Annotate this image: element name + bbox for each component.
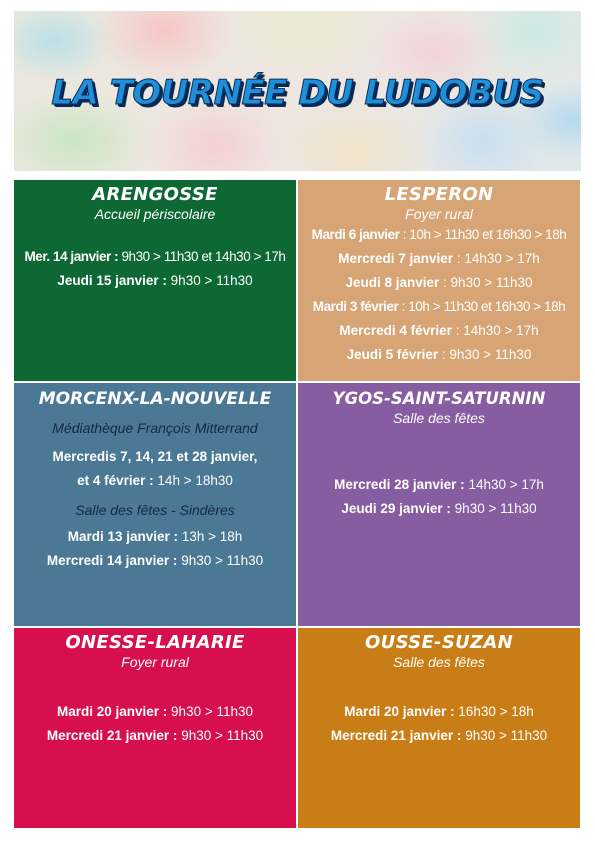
schedule-day: Jeudi 15 janvier : <box>57 273 167 288</box>
schedule-line <box>298 473 580 497</box>
schedule-hours: : 9h30 > 11h30 <box>443 275 533 290</box>
schedule-line <box>14 700 296 724</box>
schedule-line <box>298 271 580 295</box>
town-name: MORCENX-LA-NOUVELLE <box>38 389 272 409</box>
schedule-hours: 9h30 > 11h30 <box>181 553 264 568</box>
venue-name: Accueil périscolaire <box>94 206 216 222</box>
schedule-hours: 14h > 18h30 <box>157 473 233 488</box>
schedule-hours: : 14h30 > 17h <box>456 251 540 266</box>
schedule-day: Mercredi 21 janvier : <box>330 728 462 743</box>
schedule-hours: 13h > 18h <box>181 529 243 544</box>
schedule-line <box>298 497 580 521</box>
schedule-day: Mercredi 4 février <box>339 323 452 338</box>
schedule-day: Mardi 20 janvier : <box>344 704 455 719</box>
schedule-line <box>14 469 296 493</box>
town-name: OUSSE-SUZAN <box>365 632 513 653</box>
schedule-hours: 9h30 > 11h30 et 14h30 > 17h <box>121 249 286 264</box>
town-name: LESPERON <box>384 184 494 205</box>
panel-ygos-saint-saturnin <box>298 383 580 626</box>
venue-name: Salle des fêtes - Sindères <box>75 502 235 518</box>
schedule-day: et 4 février : <box>77 473 154 488</box>
schedule-line <box>298 247 580 271</box>
schedule-line <box>14 724 296 748</box>
panel-arengosse <box>14 180 296 381</box>
panel-lesperon <box>298 180 580 381</box>
schedule-day: Mercredi 28 janvier : <box>334 477 465 492</box>
schedule-day: Mardi 3 février <box>312 299 399 314</box>
schedule-day: Mercredi 21 janvier : <box>46 728 178 743</box>
schedule-line <box>298 319 580 343</box>
schedule-day: Jeudi 8 janvier <box>345 275 440 290</box>
schedule-line <box>298 343 580 367</box>
town-name: YGOS-SAINT-SATURNIN <box>332 389 546 408</box>
schedule-hours: : 14h30 > 17h <box>455 323 539 338</box>
venue-name: Foyer rural <box>405 206 473 222</box>
schedule-day: Mer. 14 janvier : <box>24 249 119 264</box>
panel-onesse-laharie <box>14 628 296 828</box>
venue-name: Médiathèque François Mitterrand <box>52 420 258 436</box>
schedule-line <box>14 549 296 573</box>
schedule-day: Mardi 6 janvier <box>311 227 400 242</box>
town-name: ARENGOSSE <box>92 184 218 205</box>
schedule-day: Mercredi 14 janvier : <box>46 553 178 568</box>
panel-ousse-suzan <box>298 628 580 828</box>
schedule-hours: 9h30 > 11h30 <box>171 704 254 719</box>
venue-name: Foyer rural <box>121 654 189 670</box>
schedule-line <box>14 445 296 469</box>
schedule-hours: 16h30 > 18h <box>458 704 534 719</box>
schedule-line <box>298 700 580 724</box>
page-title: LA TOURNÉE DU LUDOBUS <box>51 73 544 113</box>
town-name: ONESSE-LAHARIE <box>65 632 245 653</box>
schedule-day: Mercredi 7 janvier <box>338 251 454 266</box>
venue-name: Salle des fêtes <box>393 410 485 426</box>
schedule-line <box>298 295 580 319</box>
schedule-hours: 14h30 > 17h <box>468 477 544 492</box>
schedule-hours: : 10h > 11h30 et 16h30 > 18h <box>401 299 566 314</box>
schedule-day: Jeudi 29 janvier : <box>341 501 451 516</box>
schedule-hours: 9h30 > 11h30 <box>465 728 548 743</box>
schedule-hours: : 10h > 11h30 et 16h30 > 18h <box>402 227 567 242</box>
header-banner <box>14 11 581 171</box>
schedule-hours: 9h30 > 11h30 <box>170 273 253 288</box>
schedule-day: Mardi 20 janvier : <box>56 704 168 719</box>
venue-name: Salle des fêtes <box>393 654 485 670</box>
schedule-line <box>298 223 580 247</box>
schedule-line <box>14 245 296 269</box>
schedule-line <box>14 269 296 293</box>
panel-morcenx-la-nouvelle <box>14 383 296 626</box>
schedule-line <box>14 525 296 549</box>
schedule-day: Jeudi 5 février <box>346 347 439 362</box>
schedule-hours: : 9h30 > 11h30 <box>441 347 532 362</box>
schedule-day: Mercredis 7, 14, 21 et 28 janvier, <box>52 449 258 464</box>
schedule-hours: 9h30 > 11h30 <box>454 501 537 516</box>
schedule-day: Mardi 13 janvier : <box>67 529 179 544</box>
schedule-line <box>298 724 580 748</box>
schedule-hours: 9h30 > 11h30 <box>181 728 264 743</box>
